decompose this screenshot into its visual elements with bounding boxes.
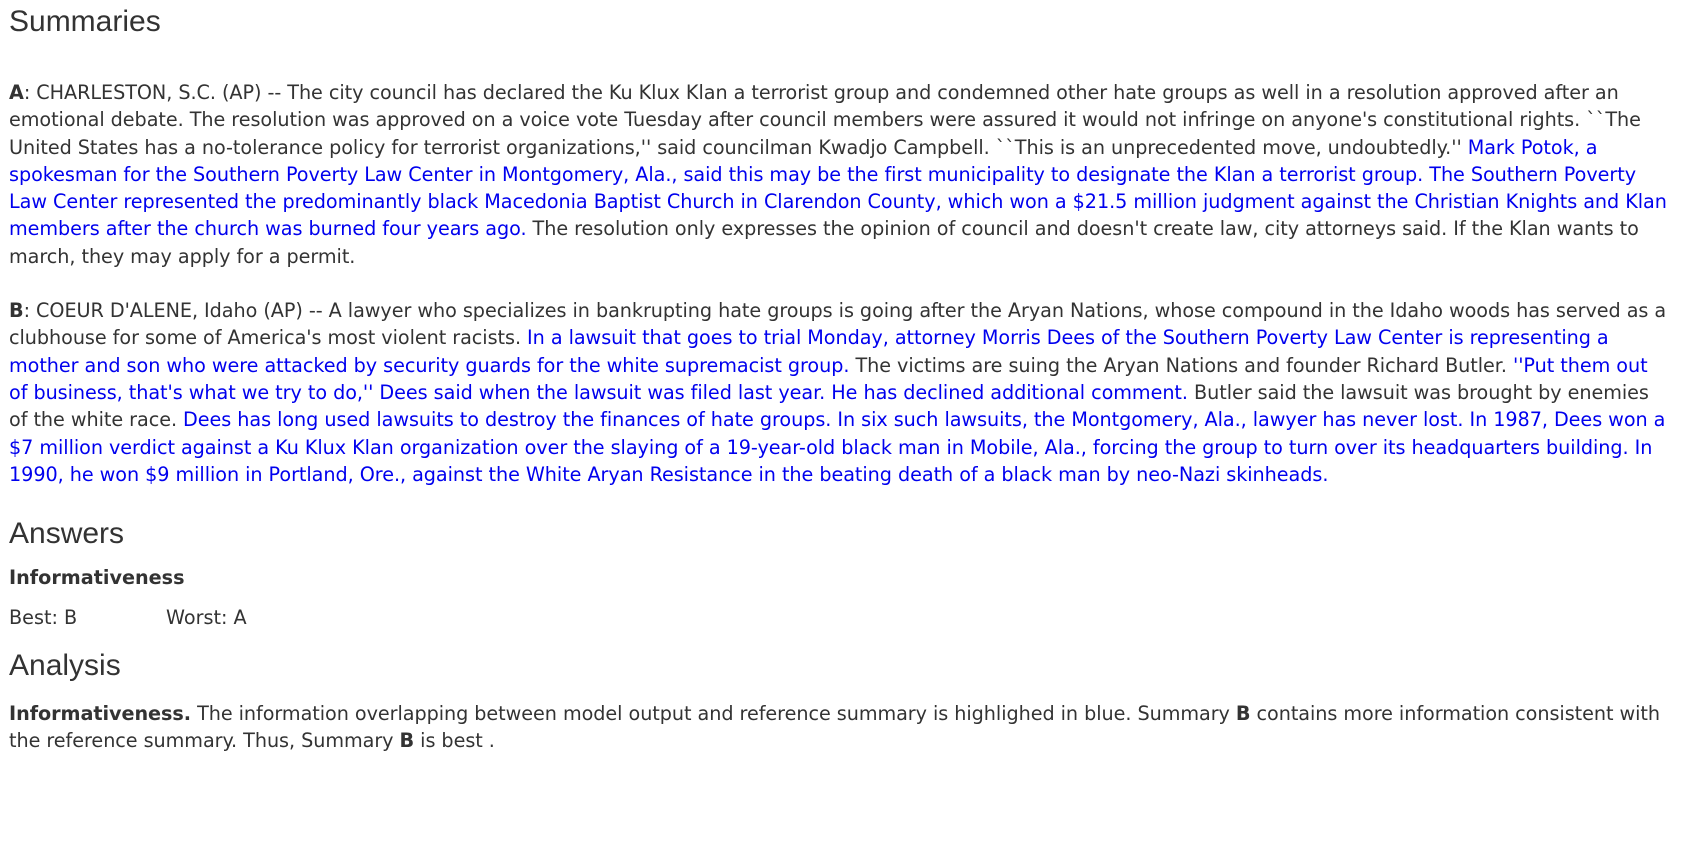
- summary-b-highlight-2: ''Put them out of business, that's what we try to do,'' Dees said when the lawsuit was filed last year. He has declined additional comment.: [9, 353, 1648, 404]
- best-answer: Best: B: [9, 606, 78, 630]
- summaries-heading: Summaries: [9, 5, 161, 38]
- best-worst-row: [9, 606, 1671, 630]
- summary-a-text-2: The resolution only expresses the opinion of council and doesn't create law, city attorneys said. If the Klan wants to march, they may apply for a permit.: [9, 217, 1639, 268]
- analysis-text: [9, 700, 1671, 755]
- analysis-heading: Analysis: [9, 649, 121, 683]
- worst-answer: Worst: A: [166, 606, 247, 630]
- analysis-text-2: contains more information consistent with the reference summary. Thus, Summary: [9, 702, 1661, 753]
- summary-b-text-1: COEUR D'ALENE, Idaho (AP) -- A lawyer who specializes in bankrupting hate groups is going after the Aryan Nations, whose compound in the Idaho woods has served as a clubhouse for some of America's most violent racists.: [9, 299, 1667, 350]
- answers-criterion: Informativeness: [9, 566, 185, 590]
- summary-b-text-3: Butler said the lawsuit was brought by enemies of the white race.: [9, 380, 1649, 432]
- summary-b-separator: :: [23, 299, 37, 323]
- summary-a-text-1: CHARLESTON, S.C. (AP) -- The city council has declared the Ku Klux Klan a terrorist group and condemned other hate groups as well in a resolution approved after an emotional debate. The resolution was approved on a voice vote Tuesday after council members were assured it would not infringe on anyone's constitutional rights. ``The United States has a no-tolerance policy for terrorist organizations,'' said councilman Kwadjo Campbell. ``This is an unprecedented move, undoubtedly.'': [9, 81, 1641, 159]
- summary-b-label: B: [9, 299, 24, 323]
- analysis-bold-b-1: B: [1235, 702, 1251, 726]
- analysis-criterion: Informativeness.: [9, 702, 192, 726]
- summary-b-text-2: The victims are suing the Aryan Nations and founder Richard Butler.: [849, 353, 1513, 377]
- answers-heading: Answers: [9, 517, 125, 551]
- summary-b-highlight-3: Dees has long used lawsuits to destroy the finances of hate groups. In six such lawsuits, the Montgomery, Ala., lawyer has never lost. In 1987, Dees won a $7 million verdict against a Ku Klux Klan organization over the slaying of a 19-year-old black man in Mobile, Ala., forcing the group to turn over its headquarters building. In 1990, he won $9 million in Portland, Ore., against the White Aryan Resistance in the beating death of a black man by neo-Nazi skinheads.: [9, 408, 1666, 486]
- summary-b-highlight-1: In a lawsuit that goes to trial Monday, attorney Morris Dees of the Southern Poverty Law Center is representing a mother and son who were attacked by security guards for the white supremacist group.: [9, 326, 1609, 377]
- analysis-text-3: is best .: [414, 729, 495, 753]
- analysis-text-1: The information overlapping between model output and reference summary is highlighed in blue. Summary: [191, 702, 1236, 726]
- analysis-bold-b-2: B: [399, 729, 415, 753]
- summary-a: [9, 79, 1671, 270]
- summary-a-separator: :: [23, 81, 37, 104]
- summary-a-label: A: [9, 81, 24, 104]
- summary-a-highlight-1: Mark Potok, a spokesman for the Southern Poverty Law Center in Montgomery, Ala., said this may be the first municipality to designate the Klan a terrorist group. The Southern Poverty Law Center represented the predominantly black Macedonia Baptist Church in Clarendon County, which won a $21.5 million judgment against the Christian Knights and Klan members after the church was burned four years ago.: [9, 135, 1667, 241]
- summary-b: [9, 297, 1671, 488]
